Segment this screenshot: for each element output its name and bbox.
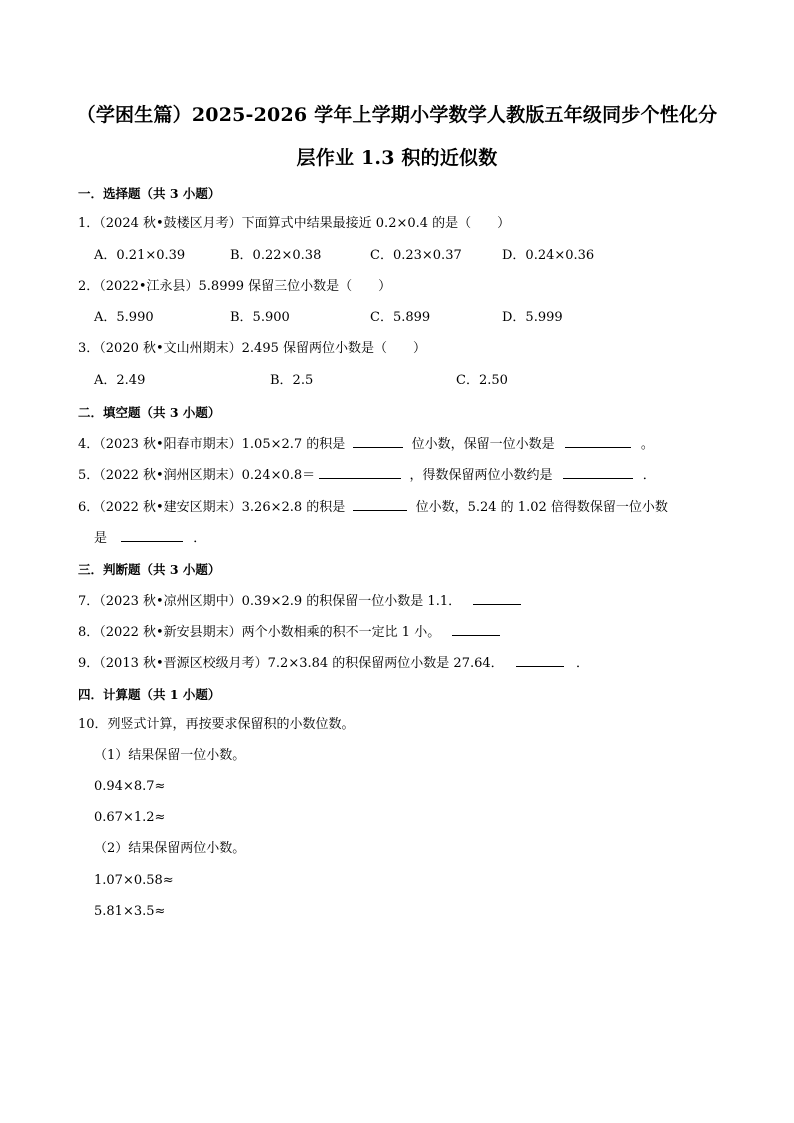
- q10-expression-2: 0.67×1.2≈: [94, 810, 166, 825]
- q4-answer-blank-1[interactable]: [353, 434, 403, 448]
- q5-text-part-2: ，得数保留两位小数约是: [409, 468, 553, 483]
- q10-part-2-instruction: （2）结果保留两位小数。: [94, 841, 246, 856]
- q6-text-part-4: ．: [193, 531, 207, 546]
- q4-text-part-3: 。: [640, 437, 654, 452]
- q10-expression-1: 0.94×8.7≈: [94, 779, 166, 794]
- section-heading-fill: 二．填空题（共 3 小题）: [78, 405, 221, 420]
- section-heading-judge: 三．判断题（共 3 小题）: [78, 562, 221, 577]
- document-title-line-1: （学困生篇）2025-2026 学年上学期小学数学人教版五年级同步个性化分: [76, 104, 718, 126]
- q6-answer-blank-1[interactable]: [353, 497, 407, 511]
- q8-answer-blank[interactable]: [452, 622, 500, 636]
- question-1-text: 1．（2024 秋•鼓楼区月考）下面算式中结果最接近 0.2×0.4 的是（ ）: [78, 216, 511, 231]
- q8-text: 8．（2022 秋•新安县期末）两个小数相乘的积不一定比 1 小。: [78, 625, 441, 640]
- q1-option-c: C．0.23×0.37: [370, 248, 462, 263]
- question-9: [78, 653, 589, 673]
- question-3-text: 3．（2020 秋•文山州期末）2.495 保留两位小数是（ ）: [78, 341, 427, 356]
- q5-text-part-3: ．: [642, 468, 656, 483]
- q7-text: 7．（2023 秋•凉州区期中）0.39×2.9 的积保留一位小数是 1.1．: [78, 594, 462, 609]
- question-8: [78, 622, 500, 642]
- question-10-text: 10．列竖式计算，再按要求保留积的小数位数。: [78, 717, 355, 732]
- question-7: [78, 591, 521, 611]
- q6-answer-blank-2[interactable]: [121, 528, 183, 542]
- q5-answer-blank-1[interactable]: [319, 465, 401, 479]
- q2-option-c: C．5.899: [370, 310, 431, 325]
- q5-text-part-1: 5．（2022 秋•润州区期末）0.24×0.8＝: [78, 468, 316, 483]
- q1-option-a: A．0.21×0.39: [94, 248, 186, 263]
- q4-text-part-1: 4．（2023 秋•阳春市期末）1.05×2.7 的积是: [78, 437, 346, 452]
- q10-expression-4: 5.81×3.5≈: [94, 904, 166, 919]
- q3-option-b: B．2.5: [270, 373, 314, 388]
- section-heading-choice: 一．选择题（共 3 小题）: [78, 186, 221, 201]
- q10-part-1-instruction: （1）结果保留一位小数。: [94, 748, 246, 763]
- question-4: [78, 434, 654, 454]
- q7-answer-blank[interactable]: [473, 591, 521, 605]
- q6-text-part-2: 位小数，5.24 的 1.02 倍得数保留一位小数: [415, 500, 668, 515]
- question-6-line-1: [78, 497, 668, 517]
- q5-answer-blank-2[interactable]: [563, 465, 633, 479]
- q2-option-a: A．5.990: [94, 310, 154, 325]
- section-heading-calc: 四．计算题（共 1 小题）: [78, 687, 221, 702]
- document-title-line-2: 层作业 1.3 积的近似数: [296, 147, 498, 169]
- q3-option-a: A．2.49: [94, 373, 146, 388]
- q10-expression-3: 1.07×0.58≈: [94, 873, 174, 888]
- q2-option-d: D．5.999: [502, 310, 563, 325]
- q3-option-c: C．2.50: [456, 373, 508, 388]
- question-2-text: 2．（2022•江永县）5.8999 保留三位小数是（ ）: [78, 279, 392, 294]
- q9-end-mark: ．: [575, 656, 589, 671]
- q6-text-part-1: 6．（2022 秋•建安区期末）3.26×2.8 的积是: [78, 500, 346, 515]
- q4-answer-blank-2[interactable]: [565, 434, 631, 448]
- q9-text: 9．（2013 秋•晋源区校级月考）7.2×3.84 的积保留两位小数是 27.64．: [78, 656, 504, 671]
- q2-option-b: B．5.900: [230, 310, 290, 325]
- q9-answer-blank[interactable]: [516, 653, 564, 667]
- question-5: [78, 465, 656, 485]
- q4-text-part-2: 位小数，保留一位小数是: [411, 437, 555, 452]
- q1-option-b: B．0.22×0.38: [230, 248, 322, 263]
- q6-text-part-3: 是: [94, 531, 108, 546]
- q1-option-d: D．0.24×0.36: [502, 248, 595, 263]
- question-6-line-2: [94, 528, 206, 548]
